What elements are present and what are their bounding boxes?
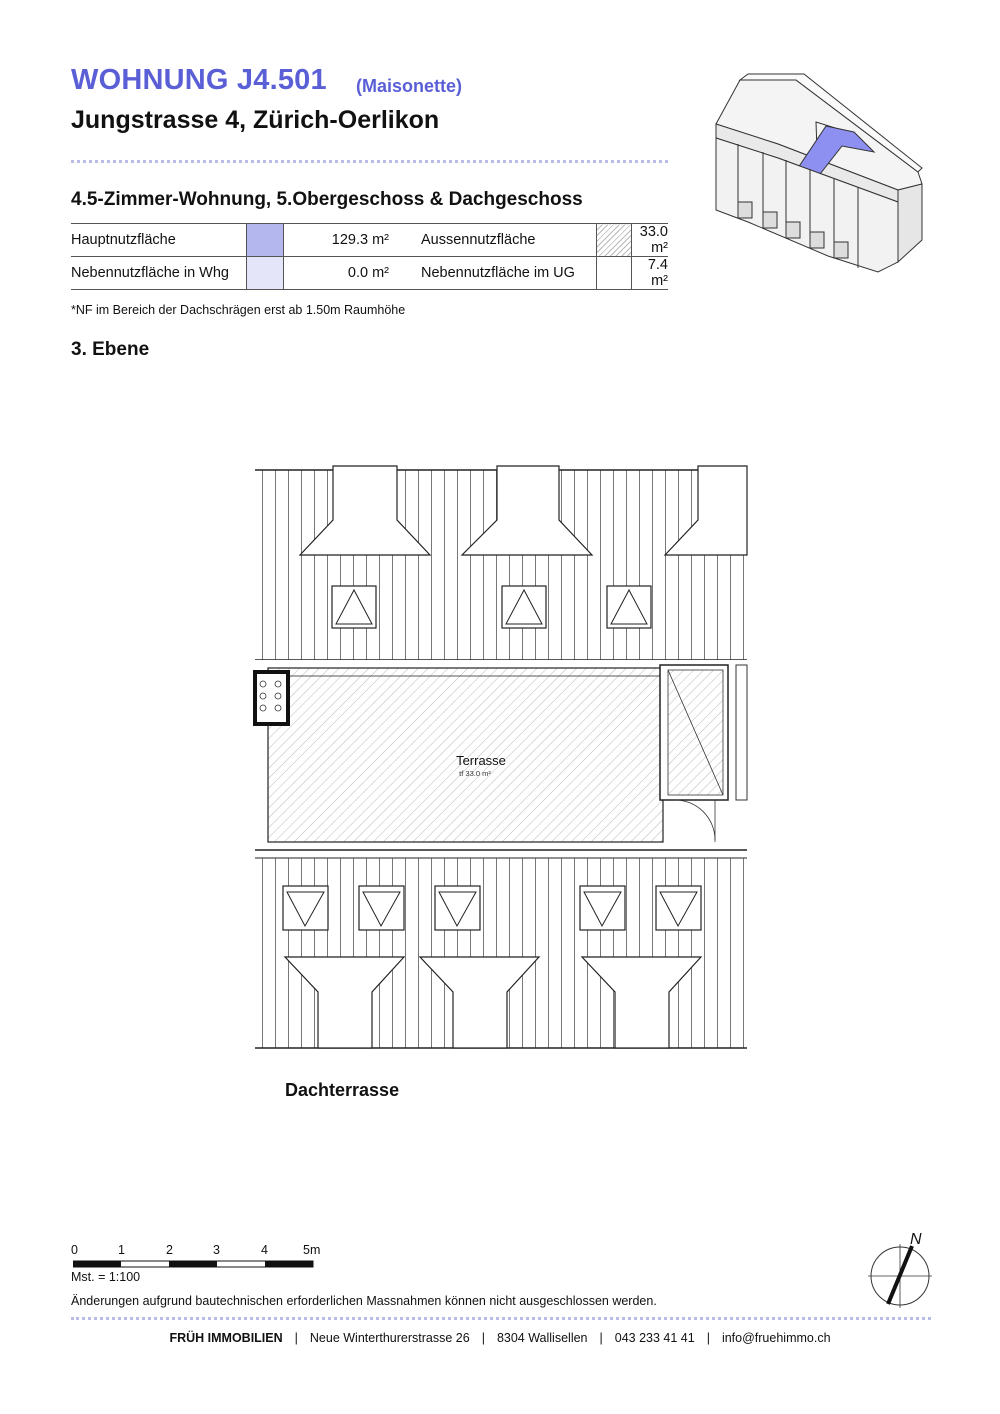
footer-city: 8304 Wallisellen [496, 1331, 588, 1345]
north-arrow [866, 1226, 936, 1310]
scale-label: Mst. = 1:100 [71, 1270, 141, 1284]
outdoor-area-label: Aussennutzfläche [421, 224, 597, 257]
footer: FRÜH IMMOBILIEN | Neue Winterthurerstrasse 26 | 8304 Wallisellen | 043 233 41 41 | info@fruehimmo.ch [169, 1331, 831, 1345]
footer-phone: 043 233 41 41 [614, 1331, 695, 1345]
apartment-title: WOHNUNG J4.501 [71, 64, 327, 96]
scale-tick-3: 3 [213, 1243, 220, 1257]
main-area-value: 129.3 m² [284, 224, 404, 257]
disclaimer: Änderungen aufgrund bautechnischen erforderlichen Massnahmen können nicht ausgeschlossen werden. [71, 1294, 657, 1308]
scale-tick-5: 5m [303, 1243, 321, 1257]
area-table [71, 223, 668, 290]
address: Jungstrasse 4, Zürich-Oerlikon [71, 106, 440, 134]
main-area-label: Hauptnutzfläche [71, 224, 247, 257]
table-row [71, 224, 668, 257]
level-title: 3. Ebene [71, 339, 150, 360]
apartment-type: (Maisonette) [356, 76, 463, 96]
side-area-label: Nebennutzfläche in Whg [71, 257, 247, 290]
outdoor-area-swatch [597, 224, 632, 257]
side-area-value: 0.0 m² [284, 257, 404, 290]
footer-street: Neue Winterthurerstrasse 26 [309, 1331, 470, 1345]
table-row [71, 257, 668, 290]
north-label: N [910, 1231, 922, 1248]
scale-tick-0: 0 [71, 1243, 78, 1257]
scale-tick-1: 1 [118, 1243, 125, 1257]
outdoor-area-value: 33.0 m² [632, 224, 669, 257]
footer-email[interactable]: info@fruehimmo.ch [721, 1331, 831, 1345]
apartment-heading: 4.5-Zimmer-Wohnung, 5.Obergeschoss & Dachgeschoss [71, 189, 583, 210]
basement-area-label: Nebennutzfläche im UG [421, 257, 597, 290]
plan-caption: Dachterrasse [285, 1080, 400, 1100]
floor-plan [250, 460, 750, 1060]
basement-area-swatch [597, 257, 632, 290]
area-note: *NF im Bereich der Dachschrägen erst ab 1.50m Raumhöhe [71, 303, 406, 317]
basement-area-value: 7.4 m² [632, 257, 669, 290]
scale-bar [73, 1260, 319, 1268]
building-thumbnail [708, 72, 928, 292]
room-name: Terrasse [456, 753, 506, 768]
main-area-swatch [247, 224, 284, 257]
header-divider [71, 160, 668, 163]
scale-tick-4: 4 [261, 1243, 268, 1257]
footer-company: FRÜH IMMOBILIEN [169, 1331, 283, 1345]
room-area: tf 33.0 m² [459, 769, 491, 778]
scale-tick-2: 2 [166, 1243, 173, 1257]
footer-divider [71, 1317, 931, 1320]
side-area-swatch [247, 257, 284, 290]
